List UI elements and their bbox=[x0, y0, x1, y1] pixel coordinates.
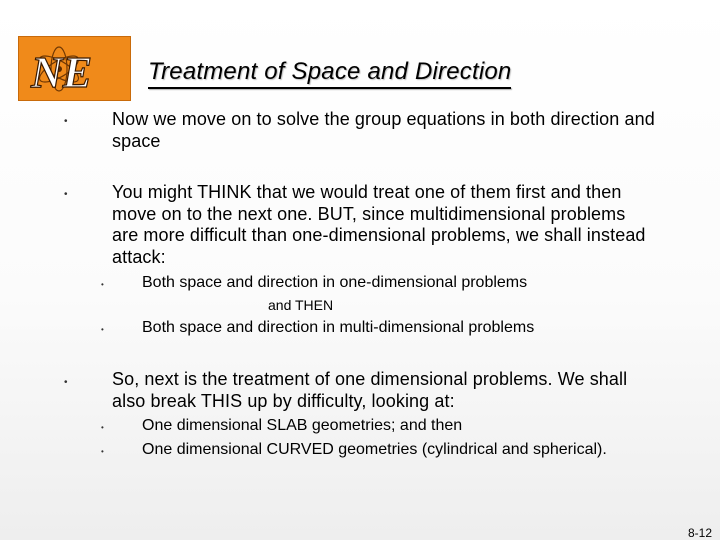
ne-logo bbox=[18, 36, 131, 101]
title-underline bbox=[148, 87, 511, 89]
sub-bullet-marker: • bbox=[101, 447, 104, 456]
sub-bullet-text-attack-2: Both space and direction in multi-dimensional problems bbox=[142, 319, 535, 336]
sub-bullet-marker: • bbox=[101, 423, 104, 432]
sub-bullet-text-difficulty-2: One dimensional CURVED geometries (cylindrical and spherical). bbox=[142, 441, 607, 458]
bullet-text-2: You might THINK that we would treat one of them first and then move on to the next one. BUT, since multidimensional problems are more difficult than one-dimensional problems, we shall instead attack: bbox=[112, 182, 646, 267]
slide-title: Treatment of Space and Direction bbox=[148, 58, 512, 85]
page-number: 8-12 bbox=[687, 526, 712, 540]
bullet-text-3: So, next is the treatment of one dimensional problems. We shall also break THIS up by difficulty, looking at: bbox=[112, 369, 628, 411]
connector-text: and THEN bbox=[268, 297, 334, 313]
bullet-marker: • bbox=[64, 189, 68, 200]
sub-bullet-text-difficulty-1: One dimensional SLAB geometries; and then bbox=[142, 417, 463, 434]
bullet-marker: • bbox=[64, 377, 68, 388]
sub-bullet-marker: • bbox=[101, 280, 104, 289]
bullet-text-1: Now we move on to solve the group equations in both direction and space bbox=[112, 109, 655, 151]
atom-logo-graphic bbox=[19, 37, 130, 100]
slide-title-block bbox=[148, 58, 511, 89]
logo-text: NE bbox=[31, 48, 93, 97]
sub-bullet-marker: • bbox=[101, 325, 104, 334]
bullet-marker: • bbox=[64, 116, 68, 127]
sub-bullet-text-attack-1: Both space and direction in one-dimensional problems bbox=[142, 274, 528, 291]
